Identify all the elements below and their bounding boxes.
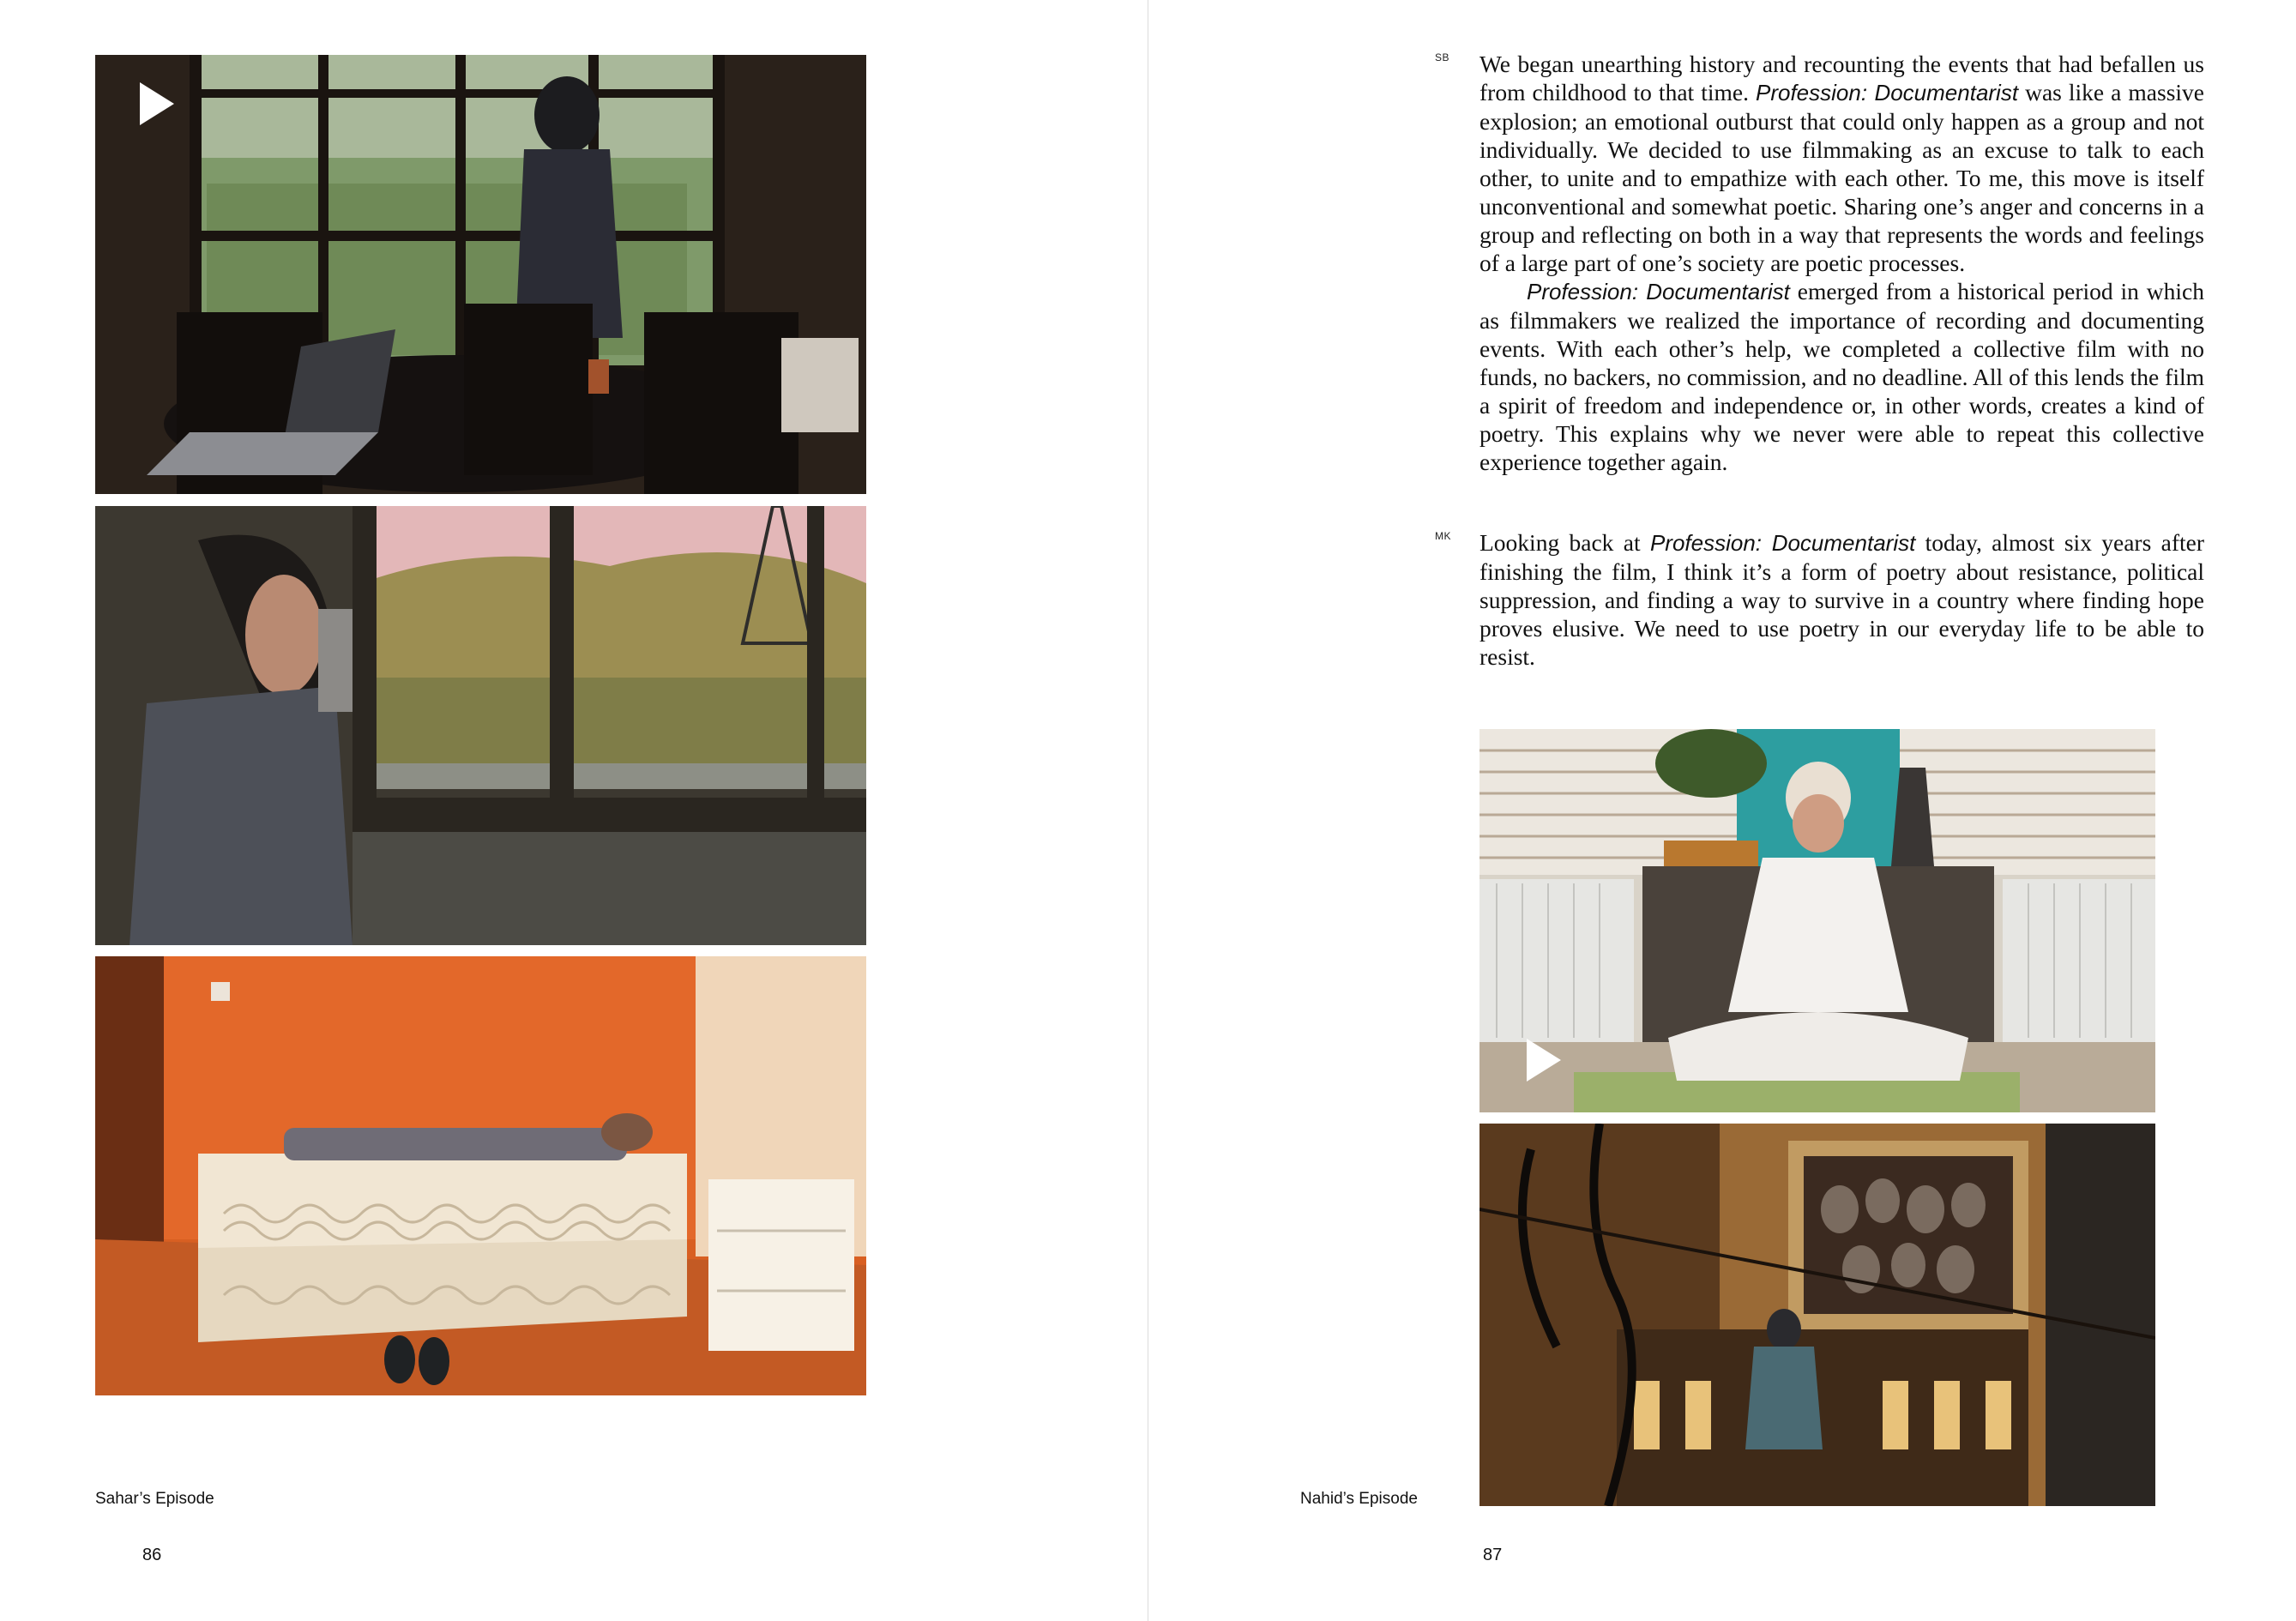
photo-woman-meditating	[1479, 729, 2155, 1112]
paragraph	[1479, 528, 2204, 671]
play-icon[interactable]	[1527, 1039, 1561, 1082]
play-icon[interactable]	[140, 82, 174, 125]
film-title: Profession: Documentarist	[1649, 530, 1916, 556]
speaker-label-mk: MK	[1435, 530, 1451, 542]
paragraph	[1479, 277, 2204, 476]
body-text-mk	[1479, 528, 2204, 671]
photo-man-on-mattress	[95, 956, 866, 1395]
photo-woman-leaning-window	[95, 506, 866, 945]
paragraph-text: was like a massive explosion; an emotional outburst that could only happen as a group and not individually. We decided to use filmmaking as an excuse to talk to each other, to unite and to empathize with each other. To me, this move is itself unconventional and somewhat poetic. Sharing one’s anger and concerns in a group and reflecting on both in a way that represents the words and feelings of a large part of one’s society are poetic processes.	[1479, 79, 2204, 276]
paragraph	[1479, 50, 2204, 277]
right-page-number: 87	[1483, 1546, 1503, 1564]
film-title: Profession: Documentarist	[1527, 279, 1790, 304]
paragraph-text: Looking back at	[1479, 529, 1650, 556]
body-text-sb	[1479, 50, 2204, 476]
right-caption: Nahid’s Episode	[1300, 1490, 1418, 1508]
paragraph-text: We began unearthing history and recounting the events that had befallen us from childhood to that time.	[1479, 51, 2204, 105]
paragraph-text: emerged from a historical period in which as filmmakers we realized the importance of recording and documenting events. With each other’s help, we completed a collective film with no funds, no backers, no commission, and no deadline. All of this lends the film a spirit of freedom and independence or, in other words, creates a kind of poetry. This explains why we never were able to repeat this collective experience together again.	[1479, 278, 2205, 475]
paragraph-text: today, almost six years after finishing the film, I think it’s a form of poetry about resistance, political suppression, and finding a way to survive in a country where finding hope proves elusive. We need to use poetry in our everyday life to be able to resist.	[1479, 529, 2204, 670]
speaker-label-sb: SB	[1435, 51, 1450, 63]
photo-woman-at-window	[95, 55, 866, 494]
left-page-number: 86	[142, 1546, 162, 1564]
film-title: Profession: Documentarist	[1756, 80, 2019, 105]
left-caption: Sahar’s Episode	[95, 1490, 214, 1508]
photo-cafe-interior	[1479, 1124, 2155, 1506]
